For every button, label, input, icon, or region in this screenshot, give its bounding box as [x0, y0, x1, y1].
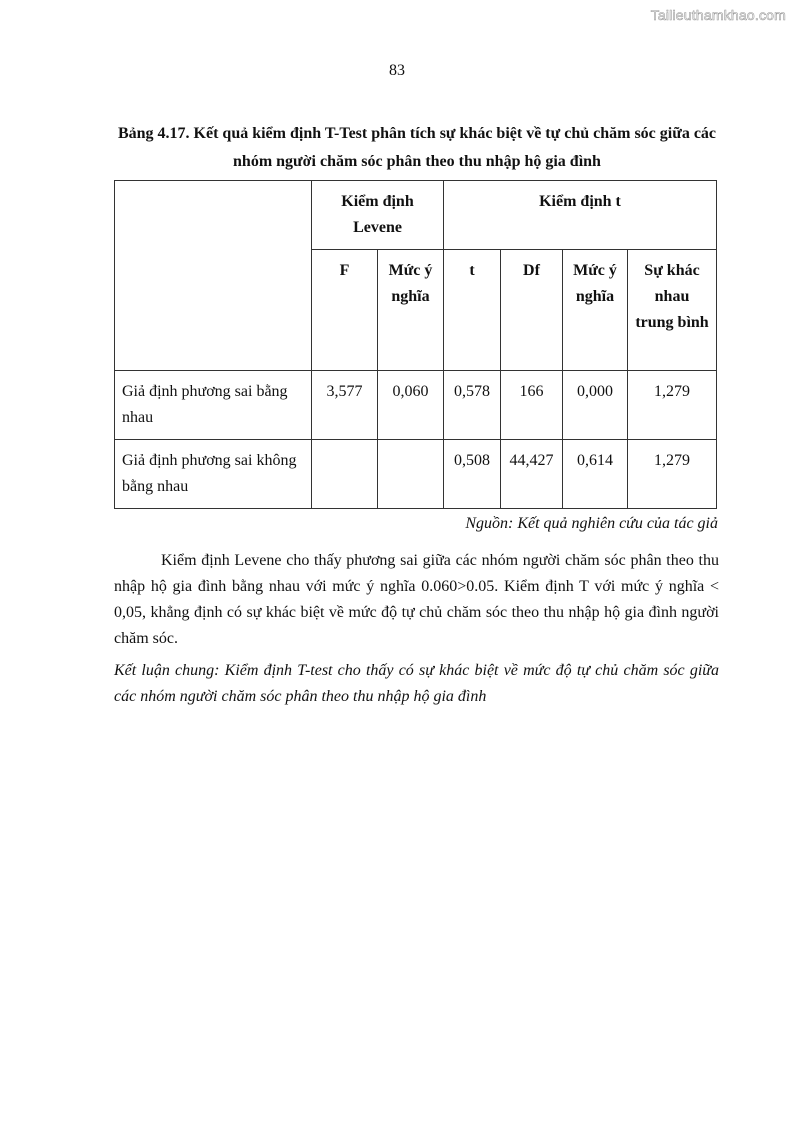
cell-mean-diff: 1,279	[628, 371, 717, 440]
body-paragraph: Kiểm định Levene cho thấy phương sai giữa các nhóm người chăm sóc phân theo thu nhập hộ gia đình bằng nhau với mức ý nghĩa 0.060>0.05. Kiểm định T với mức ý nghĩa < 0,05, khẳng định có sự khác biệt về mức độ tự chủ chăm sóc theo thu nhập hộ gia đình người chăm sóc.	[114, 552, 719, 647]
cell-f	[312, 440, 378, 509]
row-label: Giả định phương sai bằng nhau	[115, 371, 312, 440]
row-label: Giả định phương sai không bằng nhau	[115, 440, 312, 509]
cell-t-sig: 0,000	[563, 371, 628, 440]
header-ttest: Kiểm định t	[444, 181, 717, 250]
page-number: 83	[389, 62, 405, 79]
cell-f: 3,577	[312, 371, 378, 440]
t-test-results-table	[114, 180, 717, 509]
header-empty-cell	[115, 181, 312, 371]
subheader-df: Df	[501, 250, 563, 371]
cell-t-sig: 0,614	[563, 440, 628, 509]
subheader-t-sig: Mức ý nghĩa	[563, 250, 628, 371]
table-row	[115, 440, 717, 509]
table-row	[115, 371, 717, 440]
watermark: Tailieuthamkhao.com	[650, 7, 786, 23]
cell-t: 0,508	[444, 440, 501, 509]
subheader-f: F	[312, 250, 378, 371]
cell-t: 0,578	[444, 371, 501, 440]
cell-df: 44,427	[501, 440, 563, 509]
conclusion-paragraph: Kết luận chung: Kiểm định T-test cho thấy có sự khác biệt về mức độ tự chủ chăm sóc giữa các nhóm người chăm sóc phân theo thu nhập hộ gia đình	[114, 662, 719, 705]
subheader-t: t	[444, 250, 501, 371]
source-note: Nguồn: Kết quả nghiên cứu của tác giả	[465, 515, 718, 532]
subheader-mean-diff: Sự khác nhau trung bình	[628, 250, 717, 371]
header-levene: Kiểm định Levene	[312, 181, 444, 250]
cell-df: 166	[501, 371, 563, 440]
subheader-levene-sig: Mức ý nghĩa	[378, 250, 444, 371]
cell-mean-diff: 1,279	[628, 440, 717, 509]
table-header-row	[115, 181, 717, 250]
cell-levene-sig	[378, 440, 444, 509]
cell-levene-sig: 0,060	[378, 371, 444, 440]
table-caption: Bảng 4.17. Kết quả kiểm định T-Test phân tích sự khác biệt về tự chủ chăm sóc giữa các nhóm người chăm sóc phân theo thu nhập hộ gia đình	[117, 125, 717, 170]
